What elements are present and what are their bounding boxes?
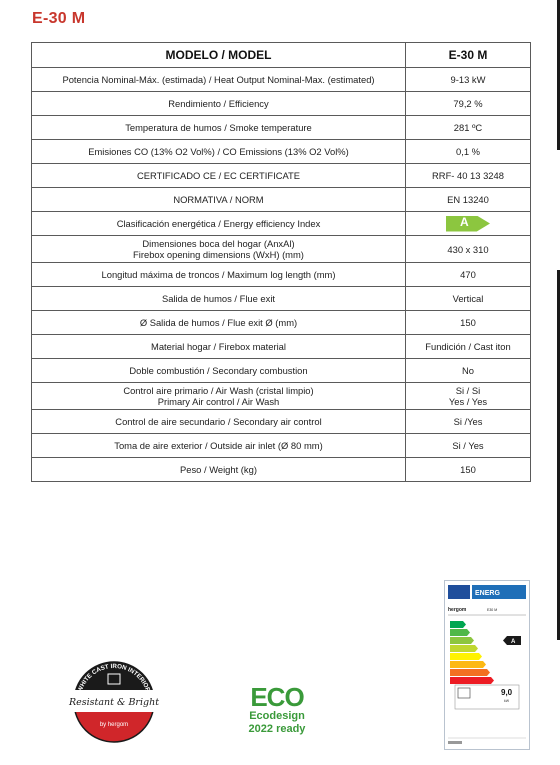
table-row [32,458,531,482]
row-label: CERTIFICADO CE / EC CERTIFICATE [32,164,406,188]
eco-line2: 2022 ready [248,723,306,735]
logo-by-text: by hergom [99,722,129,728]
row-value: 79,2 % [405,92,530,116]
table-row [32,335,531,359]
row-value: 430 x 310 [405,236,530,263]
row-label: Clasificación energética / Energy efficiency Index [32,212,406,236]
row-label: Doble combustión / Secondary combustion [32,359,406,383]
table-row [32,311,531,335]
page-title: E-30 M [32,10,86,27]
table-row [32,383,531,410]
energy-label-model: E30 M [487,608,498,612]
eco-word: ECO [250,682,304,712]
row-label-line: Control aire primario / Air Wash (cristal limpio) [123,385,314,396]
header-model-value: E-30 M [405,43,530,68]
table-row [32,359,531,383]
row-label: Potencia Nominal-Máx. (estimada) / Heat Output Nominal-Max. (estimated) [32,68,406,92]
row-label-line: Primary Air control / Air Wash [157,396,280,407]
energy-label-header: ENERG [475,590,500,597]
row-value: 470 [405,263,530,287]
energy-class-badge [446,216,490,232]
logo-arc-text: WHITE CAST IRON INTERIOR [76,662,152,694]
energy-label [444,580,530,750]
spec-table [31,42,531,482]
row-label [32,236,406,263]
table-row [32,434,531,458]
table-row [32,263,531,287]
eco-logo [242,684,312,736]
table-row [32,92,531,116]
energy-class-letter: A [459,214,469,229]
energy-label-brand: hergom [448,607,467,613]
stove-icon [458,688,470,698]
row-value: Vertical [405,287,530,311]
row-label: NORMATIVA / NORM [32,188,406,212]
header-model: MODELO / MODEL [32,43,406,68]
row-value: Si / Yes [405,434,530,458]
row-label: Material hogar / Firebox material [32,335,406,359]
energy-label-class: A [511,639,516,645]
row-value [405,383,530,410]
logo-main-text: Resistant & Bright [68,697,160,708]
energy-class-cell [405,212,530,236]
row-value: Fundición / Cast iton [405,335,530,359]
row-label: Ø Salida de humos / Flue exit Ø (mm) [32,311,406,335]
row-value: EN 13240 [405,188,530,212]
row-label: Control de aire secundario / Secondary air control [32,410,406,434]
row-label: Longitud máxima de troncos / Maximum log length (mm) [32,263,406,287]
row-value-line: Si / Si [455,385,481,396]
row-label: Temperatura de humos / Smoke temperature [32,116,406,140]
eu-flag-icon [448,585,470,599]
table-row [32,212,531,236]
row-value: RRF- 40 13 3248 [405,164,530,188]
table-row [32,140,531,164]
row-value: 150 [405,311,530,335]
row-label: Salida de humos / Flue exit [32,287,406,311]
table-row [32,164,531,188]
energy-label-graphic [445,581,529,749]
row-label-line: Dimensiones boca del hogar (AnxAl) [142,238,295,249]
row-value: No [405,359,530,383]
row-label [32,383,406,410]
eco-line1: Ecodesign [249,710,305,722]
row-value: 0,1 % [405,140,530,164]
row-label: Toma de aire exterior / Outside air inlet (Ø 80 mm) [32,434,406,458]
table-row [32,287,531,311]
row-value: 281 ºC [405,116,530,140]
row-value-line: Yes / Yes [448,396,488,407]
table-row [32,68,531,92]
energy-label-kw: 9,0 [501,688,513,697]
row-label: Emisiones CO (13% O2 Vol%) / CO Emissions (13% O2 Vol%) [32,140,406,164]
resistant-bright-logo [66,660,162,744]
table-row [32,116,531,140]
row-label: Peso / Weight (kg) [32,458,406,482]
row-label-line: Firebox opening dimensions (WxH) (mm) [133,249,304,260]
energy-label-kw-unit: kW [504,699,510,703]
row-value: 150 [405,458,530,482]
row-value: Si /Yes [405,410,530,434]
table-row [32,236,531,263]
table-row [32,188,531,212]
row-value: 9-13 kW [405,68,530,92]
table-row [32,410,531,434]
row-label: Rendimiento / Efficiency [32,92,406,116]
